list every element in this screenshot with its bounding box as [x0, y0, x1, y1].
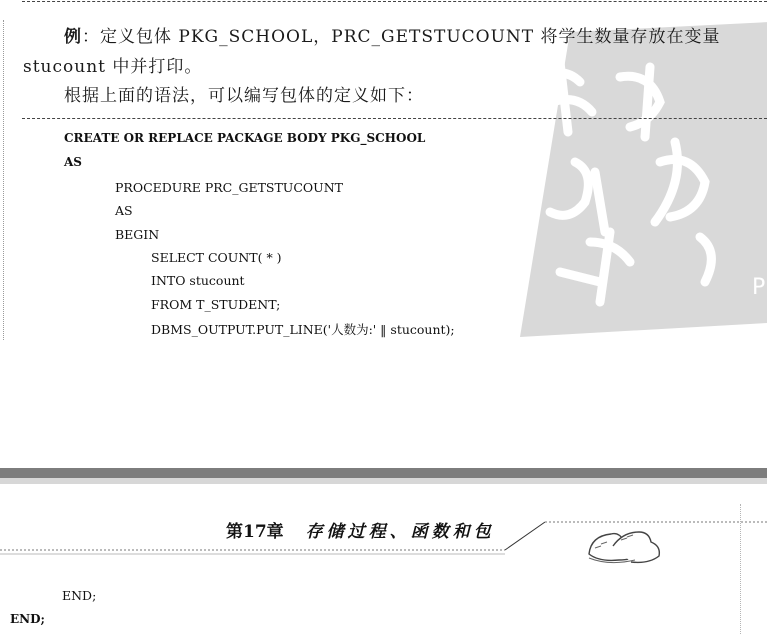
- code-line: PROCEDURE PRC_GETSTUCOUNT: [115, 180, 343, 195]
- running-header: [226, 517, 495, 542]
- chapter-number: 第17章: [226, 522, 284, 542]
- code-line: SELECT COUNT( * ): [151, 250, 282, 265]
- code-line: FROM T_STUDENT;: [151, 297, 281, 312]
- code-line: END;: [62, 588, 97, 603]
- example-line-3: 根据上面的语法，可以编写包体的定义如下：: [64, 86, 424, 106]
- chapter-title: 存储过程、函数和包: [305, 522, 495, 542]
- top-rule: [22, 1, 767, 2]
- lower-page: [0, 484, 767, 634]
- svg-text:P: P: [752, 275, 766, 300]
- code-line: DBMS_OUTPUT.PUT_LINE('人数为:' ‖ stucount);: [151, 322, 455, 337]
- code-line: INTO stucount: [151, 273, 245, 288]
- shoes-icon: [583, 524, 663, 572]
- code-line: AS: [115, 203, 133, 218]
- code-line: AS: [64, 155, 82, 169]
- page-edge-dots: [3, 20, 4, 340]
- code-line: CREATE OR REPLACE PACKAGE BODY PKG_SCHOOL: [64, 131, 426, 145]
- page-edge-dots: [740, 504, 741, 634]
- example-line-2: stucount 中并打印。: [23, 57, 203, 77]
- seal-watermark-icon: [500, 22, 767, 342]
- code-top-rule: [22, 118, 767, 119]
- page-divider-dark: [0, 468, 767, 478]
- code-line: BEGIN: [115, 227, 160, 242]
- code-line: END;: [10, 612, 45, 626]
- example-line-1: 例：定义包体 PKG_SCHOOL，PRC_GETSTUCOUNT 将学生数量存放在变量: [64, 27, 721, 47]
